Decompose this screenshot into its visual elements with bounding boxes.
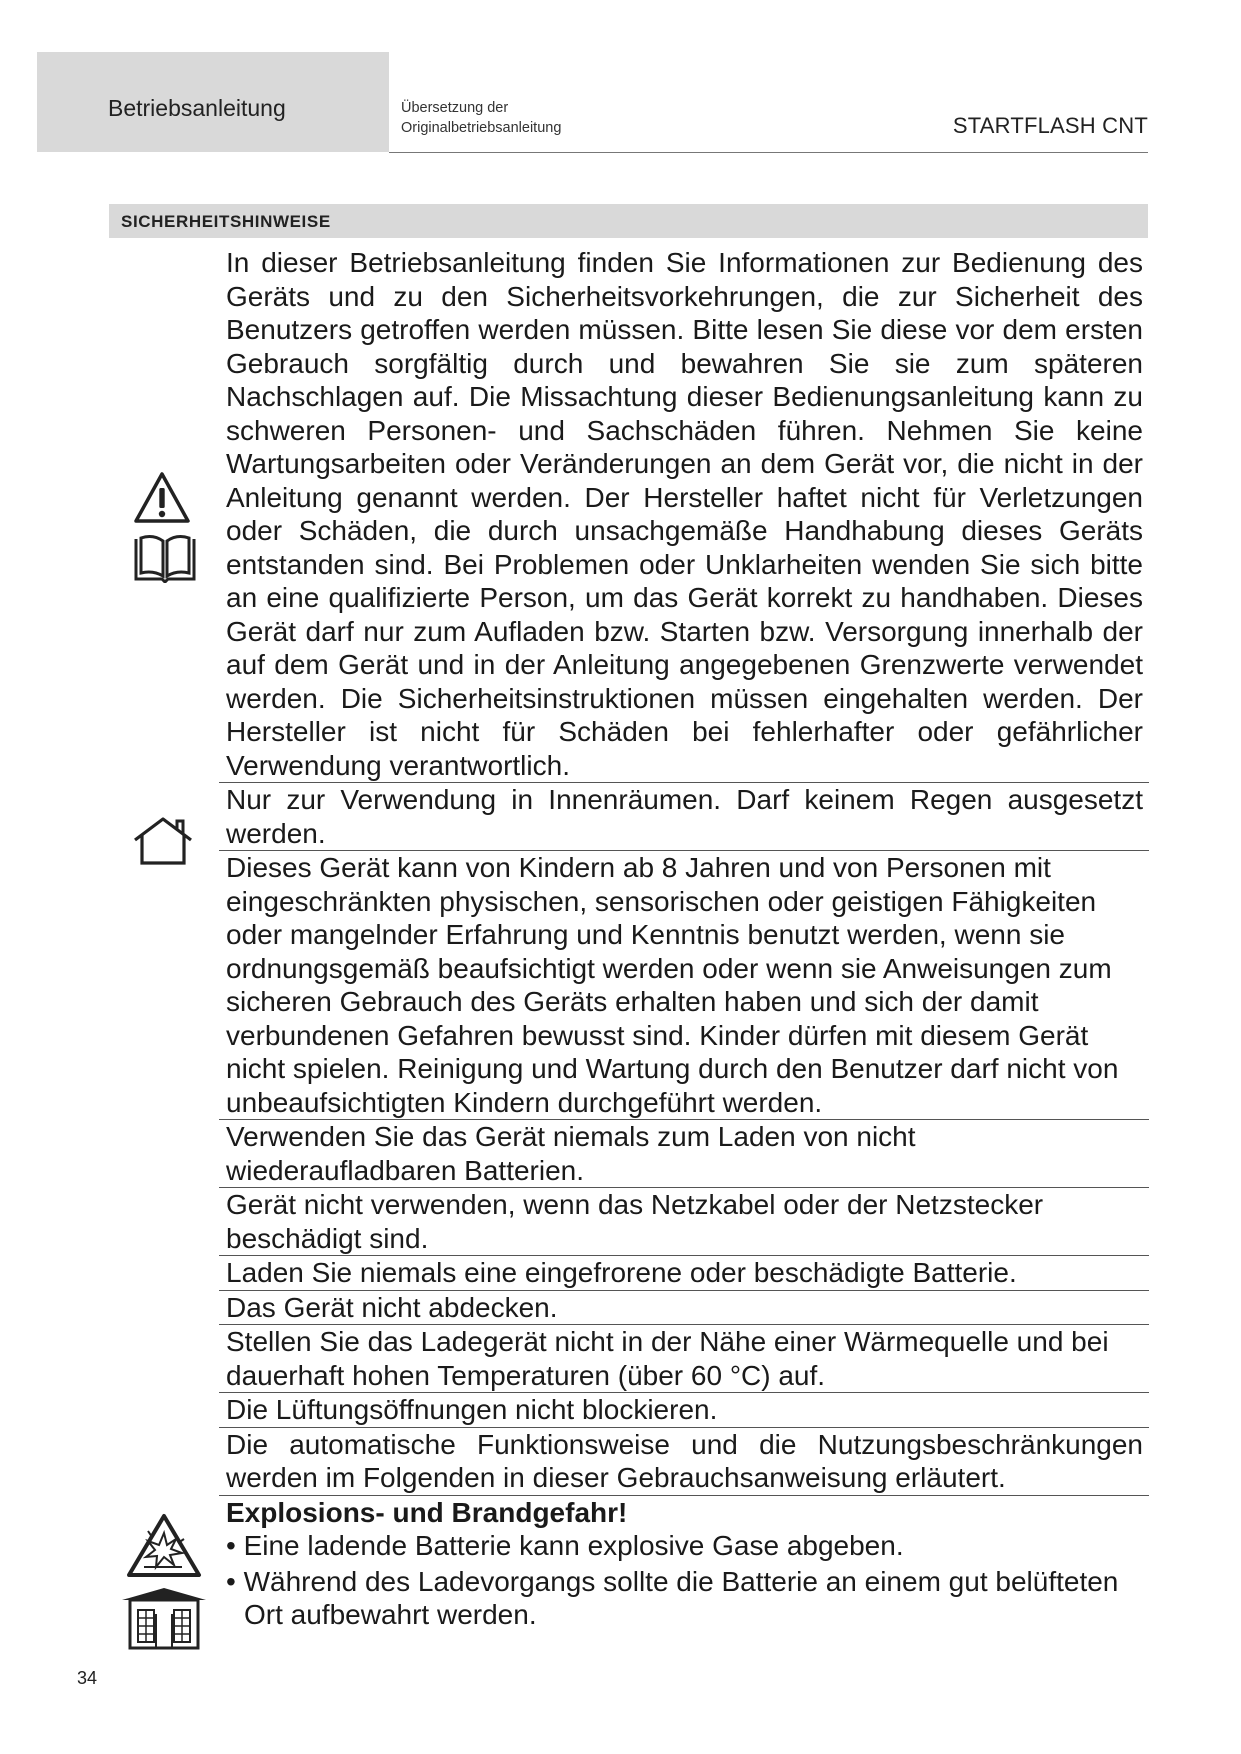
open-book-icon bbox=[133, 535, 197, 583]
manual-label: Betriebsanleitung bbox=[108, 95, 286, 121]
ventilated-room-icon bbox=[120, 1586, 208, 1650]
header-divider bbox=[389, 152, 1148, 153]
children-note: Dieses Gerät kann von Kindern ab 8 Jahren und von Personen mit eingeschränkten physischen, sensorischen oder geistigen Fähigkeiten oder mangelnder Erfahrung und Kenntnis benutzt werden, wenn sie ordnungsgemäß beaufsichtigt werden oder wenn sie Anweisungen zum sicheren Gebrauch des Geräts erhalten haben und sich der damit verbundenen Gefahren bewusst sind. Kinder dürfen mit diesem Gerät nicht spielen. Reinigung und Wartung durch den Benutzer darf nicht von unbeaufsichtigten Kindern durchgeführt werden. bbox=[219, 851, 1149, 1120]
translation-note bbox=[401, 98, 561, 138]
do-not-cover-note: Das Gerät nicht abdecken. bbox=[219, 1291, 1149, 1326]
house-icon bbox=[133, 816, 193, 866]
warning-triangle-icon bbox=[133, 471, 191, 525]
section-header bbox=[109, 204, 1148, 238]
frozen-battery-note: Laden Sie niemals eine eingefrorene oder beschädigte Batterie. bbox=[219, 1256, 1149, 1291]
ventilation-openings-note: Die Lüftungsöffnungen nicht blockieren. bbox=[219, 1393, 1149, 1428]
explosion-title: Explosions- und Brandgefahr! bbox=[226, 1496, 628, 1528]
automatic-function-note: Die automatische Funktionsweise und die Nutzungsbeschränkungen werden im Folgenden in dieser Gebrauchsanweisung erläutert. bbox=[219, 1428, 1149, 1496]
indoor-use-note: Nur zur Verwendung in Innenräumen. Darf keinem Regen ausgesetzt werden. bbox=[219, 783, 1149, 851]
header-manual-box bbox=[37, 52, 389, 152]
heat-source-note: Stellen Sie das Ladegerät nicht in der Nähe einer Wärmequelle und bei dauerhaft hohen Temperaturen (über 60 °C) auf. bbox=[219, 1325, 1149, 1393]
page-number: 34 bbox=[77, 1668, 98, 1688]
explosion-bullet-2: • Während des Ladevorgangs sollte die Batterie an einem gut belüfteten Ort aufbewahrt werden. bbox=[226, 1565, 1119, 1630]
explosion-warning bbox=[219, 1496, 1149, 1632]
explosion-warning-icon bbox=[126, 1513, 202, 1579]
model-name: STARTFLASH CNT bbox=[952, 113, 1148, 138]
translation-line-2: Originalbetriebsanleitung bbox=[401, 120, 562, 136]
section-title: SICHERHEITSHINWEISE bbox=[121, 212, 331, 231]
safety-content bbox=[219, 246, 1149, 1632]
translation-line-1: Übersetzung der bbox=[401, 100, 509, 116]
explosion-bullet-1: • Eine ladende Batterie kann explosive Gase abgeben. bbox=[226, 1530, 904, 1561]
non-rechargeable-note: Verwenden Sie das Gerät niemals zum Laden von nicht wiederaufladbaren Batterien. bbox=[219, 1120, 1149, 1188]
damaged-cable-note: Gerät nicht verwenden, wenn das Netzkabel oder der Netzstecker beschädigt sind. bbox=[219, 1188, 1149, 1256]
intro-paragraph: In dieser Betriebsanleitung finden Sie Informationen zur Bedienung des Geräts und zu den Sicherheitsvorkehrungen, die zur Sicherheit des Benutzers getroffen werden müssen. Bitte lesen Sie diese vor dem ersten Gebrauch sorgfältig durch und bewahren Sie sie zum späteren Nachschlagen auf. Die Missachtung dieser Bedienungsanleitung kann zu schweren Personen- und Sachschäden führen. Nehmen Sie keine Wartungsarbeiten oder Veränderungen an dem Gerät vor, die nicht in der Anleitung genannt werden. Der Hersteller haftet nicht für Verletzungen oder Schäden, die durch unsachgemäße Handhabung dieses Geräts entstanden sind. Bei Problemen oder Unklarheiten wenden Sie sich bitte an eine qualifizierte Person, um das Gerät korrekt zu handhaben. Dieses Gerät darf nur zum Aufladen bzw. Starten bzw. Versorgung innerhalb der auf dem Gerät und in der Anleitung angegebenen Grenzwerte verwendet werden. Die Sicherheitsinstruktionen müssen eingehalten werden. Der Hersteller ist nicht für Schäden bei fehlerhafter oder gefährlicher Verwendung verantwortlich. bbox=[219, 246, 1149, 783]
